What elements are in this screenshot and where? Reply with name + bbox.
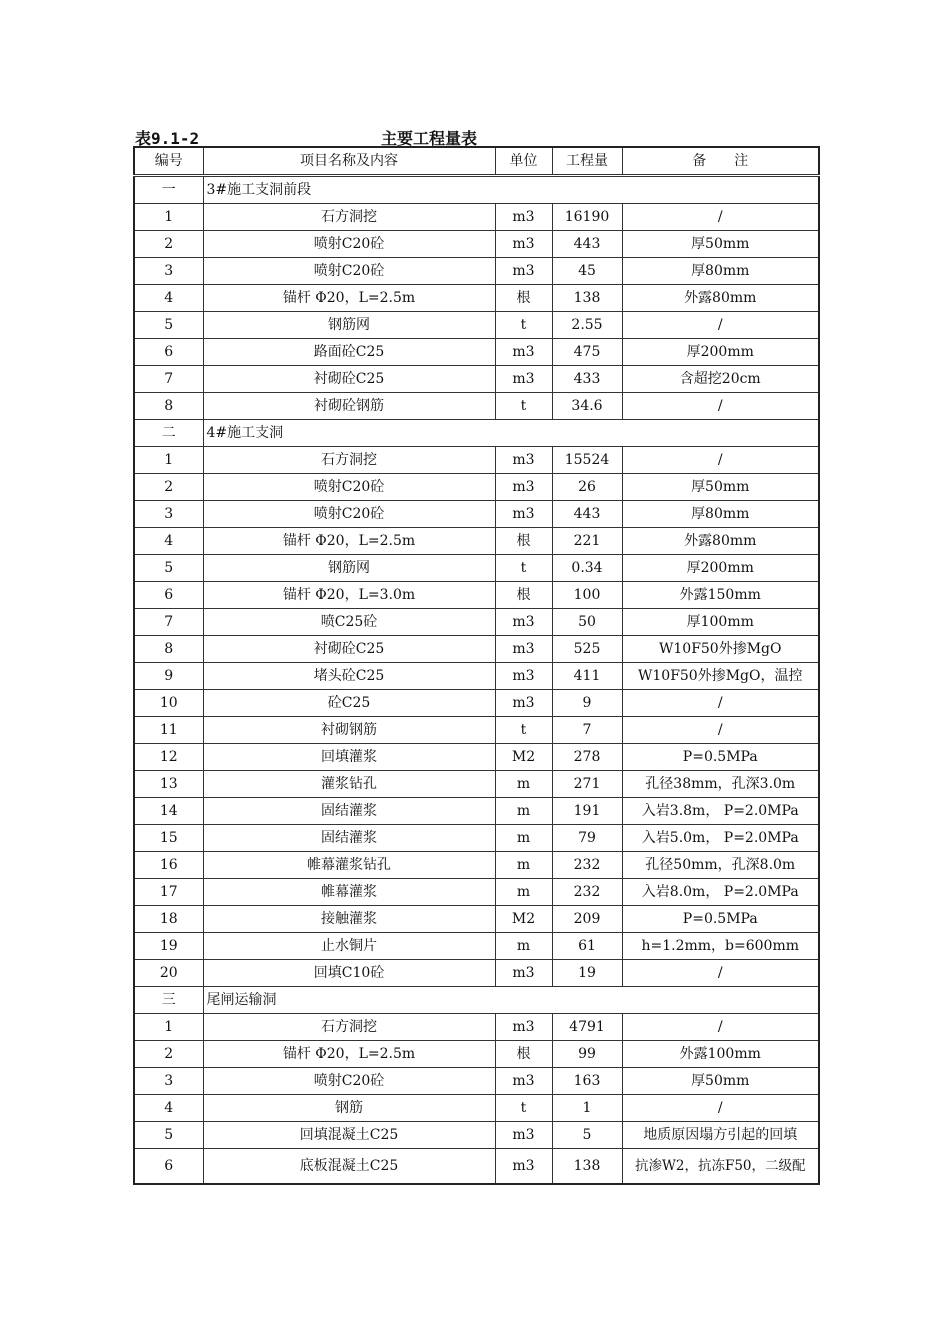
table-row: [134, 501, 819, 528]
cell-note: 外露150mm: [622, 582, 819, 609]
cell-note: 孔径50mm，孔深8.0m: [622, 852, 819, 879]
table-caption: [135, 124, 818, 146]
cell-item: 锚杆 Φ20，L=2.5m: [203, 528, 495, 555]
table-row: [134, 366, 819, 393]
cell-note: 入岩5.0m， P=2.0MPa: [622, 825, 819, 852]
cell-no: 4: [134, 285, 203, 312]
table-number: 表9.1-2: [135, 129, 200, 148]
table-row: [134, 771, 819, 798]
cell-item: 路面砼C25: [203, 339, 495, 366]
cell-note: /: [622, 717, 819, 744]
cell-qty: 26: [552, 474, 622, 501]
cell-unit: 根: [495, 528, 552, 555]
cell-item: 回填C10砼: [203, 960, 495, 987]
cell-qty: 1: [552, 1095, 622, 1122]
section-row: [134, 987, 819, 1014]
cell-unit: 根: [495, 582, 552, 609]
cell-item: 钢筋网: [203, 312, 495, 339]
cell-note: 厚100mm: [622, 609, 819, 636]
cell-unit: m3: [495, 501, 552, 528]
cell-unit: m3: [495, 609, 552, 636]
section-name: 4#施工支洞: [203, 420, 819, 447]
section-name: 尾闸运输洞: [203, 987, 819, 1014]
cell-qty: 138: [552, 1149, 622, 1185]
table-row: [134, 609, 819, 636]
cell-unit: m3: [495, 231, 552, 258]
cell-no: 4: [134, 1095, 203, 1122]
cell-qty: 271: [552, 771, 622, 798]
header-no: 编号: [134, 147, 203, 176]
cell-no: 5: [134, 312, 203, 339]
table-row: [134, 231, 819, 258]
cell-item: 砼C25: [203, 690, 495, 717]
cell-unit: m3: [495, 366, 552, 393]
cell-unit: m: [495, 879, 552, 906]
cell-unit: t: [495, 1095, 552, 1122]
cell-no: 1: [134, 447, 203, 474]
cell-unit: m3: [495, 1149, 552, 1185]
cell-item: 固结灌浆: [203, 825, 495, 852]
table-row: [134, 906, 819, 933]
table-row: [134, 717, 819, 744]
cell-item: 衬砌砼C25: [203, 636, 495, 663]
cell-qty: 433: [552, 366, 622, 393]
cell-item: 衬砌钢筋: [203, 717, 495, 744]
cell-item: 衬砌砼钢筋: [203, 393, 495, 420]
cell-note: 厚50mm: [622, 474, 819, 501]
table-row: [134, 285, 819, 312]
header-qty: 工程量: [552, 147, 622, 176]
cell-item: 喷射C20砼: [203, 501, 495, 528]
cell-item: 帷幕灌浆钻孔: [203, 852, 495, 879]
cell-unit: m: [495, 771, 552, 798]
cell-unit: m3: [495, 960, 552, 987]
cell-qty: 16190: [552, 204, 622, 231]
cell-no: 10: [134, 690, 203, 717]
cell-item: 锚杆 Φ20，L=3.0m: [203, 582, 495, 609]
cell-no: 9: [134, 663, 203, 690]
cell-qty: 278: [552, 744, 622, 771]
cell-item: 石方洞挖: [203, 447, 495, 474]
cell-no: 4: [134, 528, 203, 555]
table-row: [134, 690, 819, 717]
cell-qty: 163: [552, 1068, 622, 1095]
cell-item: 回填混凝土C25: [203, 1122, 495, 1149]
cell-qty: 221: [552, 528, 622, 555]
cell-unit: t: [495, 555, 552, 582]
cell-qty: 79: [552, 825, 622, 852]
cell-no: 3: [134, 258, 203, 285]
cell-unit: 根: [495, 285, 552, 312]
table-row: [134, 474, 819, 501]
cell-no: 14: [134, 798, 203, 825]
cell-qty: 5: [552, 1122, 622, 1149]
cell-qty: 443: [552, 501, 622, 528]
cell-no: 17: [134, 879, 203, 906]
cell-note: P=0.5MPa: [622, 906, 819, 933]
cell-note: 入岩8.0m， P=2.0MPa: [622, 879, 819, 906]
cell-no: 2: [134, 474, 203, 501]
table-title: 主要工程量表: [381, 129, 478, 148]
cell-unit: m3: [495, 636, 552, 663]
cell-note: /: [622, 393, 819, 420]
cell-no: 6: [134, 339, 203, 366]
table-body: [134, 176, 819, 1185]
cell-note: 外露80mm: [622, 285, 819, 312]
cell-item: 固结灌浆: [203, 798, 495, 825]
cell-qty: 443: [552, 231, 622, 258]
cell-unit: m3: [495, 258, 552, 285]
table-row: [134, 636, 819, 663]
cell-item: 钢筋网: [203, 555, 495, 582]
table-row: [134, 744, 819, 771]
cell-note: 含超挖20cm: [622, 366, 819, 393]
cell-qty: 45: [552, 258, 622, 285]
cell-qty: 209: [552, 906, 622, 933]
cell-note: 孔径38mm，孔深3.0m: [622, 771, 819, 798]
cell-note: h=1.2mm，b=600mm: [622, 933, 819, 960]
cell-unit: m3: [495, 339, 552, 366]
cell-note: 厚80mm: [622, 258, 819, 285]
table-row: [134, 960, 819, 987]
cell-note: /: [622, 312, 819, 339]
cell-item: 喷射C20砼: [203, 231, 495, 258]
cell-no: 20: [134, 960, 203, 987]
table-row: [134, 528, 819, 555]
table-row: [134, 204, 819, 231]
table-row: [134, 339, 819, 366]
cell-no: 2: [134, 1041, 203, 1068]
cell-no: 6: [134, 1149, 203, 1185]
section-name: 3#施工支洞前段: [203, 176, 819, 204]
cell-no: 18: [134, 906, 203, 933]
cell-qty: 232: [552, 852, 622, 879]
cell-qty: 411: [552, 663, 622, 690]
cell-qty: 9: [552, 690, 622, 717]
cell-item: 石方洞挖: [203, 1014, 495, 1041]
cell-unit: m3: [495, 690, 552, 717]
table-row: [134, 933, 819, 960]
cell-unit: m3: [495, 474, 552, 501]
cell-qty: 4791: [552, 1014, 622, 1041]
cell-unit: m3: [495, 1014, 552, 1041]
table-row: [134, 555, 819, 582]
section-code: 一: [134, 176, 203, 204]
cell-note: W10F50外掺MgO: [622, 636, 819, 663]
cell-no: 16: [134, 852, 203, 879]
cell-unit: M2: [495, 744, 552, 771]
cell-qty: 0.34: [552, 555, 622, 582]
table-row: [134, 879, 819, 906]
cell-qty: 100: [552, 582, 622, 609]
cell-no: 12: [134, 744, 203, 771]
cell-no: 7: [134, 609, 203, 636]
cell-note: 厚50mm: [622, 231, 819, 258]
cell-no: 19: [134, 933, 203, 960]
table-row: [134, 825, 819, 852]
cell-unit: m: [495, 798, 552, 825]
table-row: [134, 1014, 819, 1041]
cell-note: 厚200mm: [622, 339, 819, 366]
cell-item: 回填灌浆: [203, 744, 495, 771]
cell-note: W10F50外掺MgO，温控: [622, 663, 819, 690]
cell-no: 13: [134, 771, 203, 798]
cell-no: 3: [134, 1068, 203, 1095]
cell-no: 8: [134, 393, 203, 420]
header-note: 备 注: [622, 147, 819, 176]
cell-note: /: [622, 1095, 819, 1122]
cell-qty: 191: [552, 798, 622, 825]
cell-no: 8: [134, 636, 203, 663]
cell-item: 灌浆钻孔: [203, 771, 495, 798]
cell-item: 止水铜片: [203, 933, 495, 960]
cell-note: /: [622, 1014, 819, 1041]
cell-note: /: [622, 960, 819, 987]
cell-no: 3: [134, 501, 203, 528]
cell-qty: 15524: [552, 447, 622, 474]
cell-item: 喷C25砼: [203, 609, 495, 636]
cell-note: 外露80mm: [622, 528, 819, 555]
cell-no: 1: [134, 1014, 203, 1041]
header-unit: 单位: [495, 147, 552, 176]
cell-qty: 50: [552, 609, 622, 636]
table-row: [134, 447, 819, 474]
cell-qty: 475: [552, 339, 622, 366]
cell-item: 锚杆 Φ20，L=2.5m: [203, 1041, 495, 1068]
cell-unit: 根: [495, 1041, 552, 1068]
quantities-table: [133, 146, 820, 1185]
cell-qty: 525: [552, 636, 622, 663]
table-row: [134, 1041, 819, 1068]
cell-item: 钢筋: [203, 1095, 495, 1122]
cell-note: /: [622, 204, 819, 231]
cell-note: 外露100mm: [622, 1041, 819, 1068]
section-code: 三: [134, 987, 203, 1014]
table-row: [134, 852, 819, 879]
cell-no: 5: [134, 555, 203, 582]
cell-qty: 99: [552, 1041, 622, 1068]
cell-item: 衬砌砼C25: [203, 366, 495, 393]
cell-no: 6: [134, 582, 203, 609]
cell-unit: m: [495, 933, 552, 960]
cell-unit: m3: [495, 663, 552, 690]
cell-note: 入岩3.8m， P=2.0MPa: [622, 798, 819, 825]
table-row: [134, 1149, 819, 1185]
cell-item: 帷幕灌浆: [203, 879, 495, 906]
cell-item: 锚杆 Φ20，L=2.5m: [203, 285, 495, 312]
section-row: [134, 176, 819, 204]
cell-note: 抗渗W2，抗冻F50，二级配: [622, 1149, 819, 1185]
cell-qty: 138: [552, 285, 622, 312]
cell-unit: m3: [495, 447, 552, 474]
cell-note: /: [622, 447, 819, 474]
table-row: [134, 312, 819, 339]
table-row: [134, 1095, 819, 1122]
cell-qty: 7: [552, 717, 622, 744]
table-row: [134, 582, 819, 609]
cell-item: 接触灌浆: [203, 906, 495, 933]
cell-item: 喷射C20砼: [203, 258, 495, 285]
cell-unit: m3: [495, 1122, 552, 1149]
cell-item: 底板混凝土C25: [203, 1149, 495, 1185]
cell-item: 堵头砼C25: [203, 663, 495, 690]
cell-item: 石方洞挖: [203, 204, 495, 231]
cell-unit: m: [495, 825, 552, 852]
table-row: [134, 258, 819, 285]
header-item: 项目名称及内容: [203, 147, 495, 176]
cell-qty: 61: [552, 933, 622, 960]
cell-item: 喷射C20砼: [203, 474, 495, 501]
cell-note: /: [622, 690, 819, 717]
cell-note: 厚80mm: [622, 501, 819, 528]
cell-no: 15: [134, 825, 203, 852]
cell-note: 厚50mm: [622, 1068, 819, 1095]
cell-note: 地质原因塌方引起的回填: [622, 1122, 819, 1149]
cell-unit: m3: [495, 1068, 552, 1095]
table-row: [134, 1068, 819, 1095]
cell-qty: 2.55: [552, 312, 622, 339]
cell-item: 喷射C20砼: [203, 1068, 495, 1095]
header-row: [134, 147, 819, 176]
section-row: [134, 420, 819, 447]
cell-qty: 232: [552, 879, 622, 906]
section-code: 二: [134, 420, 203, 447]
cell-unit: t: [495, 717, 552, 744]
cell-qty: 19: [552, 960, 622, 987]
cell-unit: t: [495, 393, 552, 420]
cell-unit: t: [495, 312, 552, 339]
cell-note: 厚200mm: [622, 555, 819, 582]
cell-unit: m3: [495, 204, 552, 231]
cell-no: 5: [134, 1122, 203, 1149]
table-row: [134, 393, 819, 420]
cell-no: 11: [134, 717, 203, 744]
table-row: [134, 663, 819, 690]
table-row: [134, 1122, 819, 1149]
cell-unit: m: [495, 852, 552, 879]
cell-qty: 34.6: [552, 393, 622, 420]
table-row: [134, 798, 819, 825]
cell-unit: M2: [495, 906, 552, 933]
cell-no: 2: [134, 231, 203, 258]
cell-no: 1: [134, 204, 203, 231]
cell-note: P=0.5MPa: [622, 744, 819, 771]
cell-no: 7: [134, 366, 203, 393]
